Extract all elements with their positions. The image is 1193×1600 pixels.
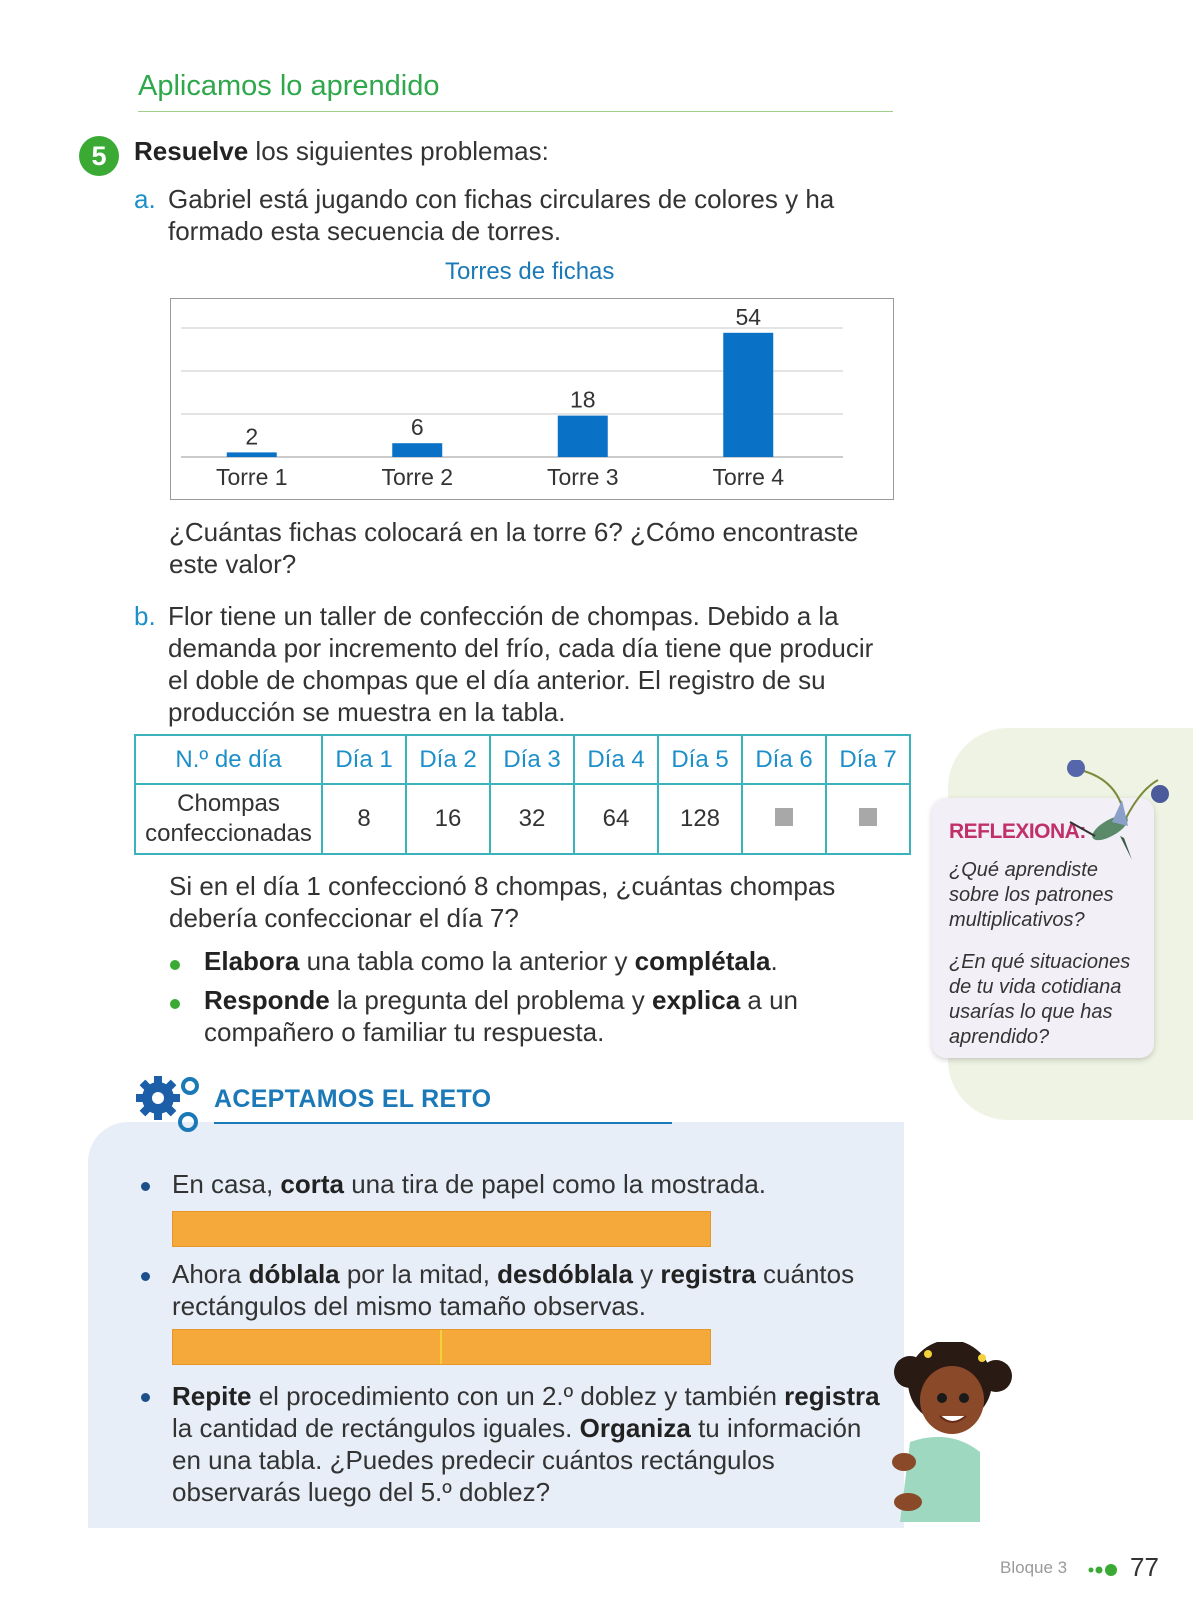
step-bold: dóblala xyxy=(248,1259,340,1289)
chart-value-label: 18 xyxy=(569,386,596,413)
page-number: 77 xyxy=(1130,1552,1159,1582)
footer-dots-icon xyxy=(1087,1563,1121,1577)
bullet-bold: Elabora xyxy=(204,946,300,976)
reto-step xyxy=(172,1168,872,1200)
production-table xyxy=(134,734,911,855)
bullet-dot-icon xyxy=(170,960,180,970)
bar-chart-svg xyxy=(171,299,893,499)
row-label-line1: Chompas xyxy=(177,790,280,817)
bullet-dot-icon xyxy=(141,1182,150,1191)
header-day: Día 6 xyxy=(742,735,826,784)
step-text: por la mitad, xyxy=(339,1259,498,1289)
item-b-question: Si en el día 1 confeccionó 8 chompas, ¿cuántas chompas debería confeccionar el día 7? xyxy=(169,871,836,933)
chart-category-label: Torre 2 xyxy=(381,464,454,490)
reto-step xyxy=(172,1258,872,1322)
reto-title: ACEPTAMOS EL RETO xyxy=(214,1085,492,1113)
step-bold: registra xyxy=(660,1259,756,1289)
reflexiona-question: ¿En qué situaciones de tu vida cotidiana usarías lo que has aprendido? xyxy=(949,951,1131,1048)
chart-value-label: 6 xyxy=(410,414,424,441)
bar-chart xyxy=(170,298,894,500)
bullet-bold: Responde xyxy=(204,985,330,1015)
table-cell: 16 xyxy=(406,784,490,854)
item-a-text: Gabriel está jugando con fichas circulares de colores y ha formado esta secuencia de torres. xyxy=(168,184,835,246)
step-text: el procedimiento con un 2.º doblez y también xyxy=(251,1381,785,1411)
bullet-bold: complétala xyxy=(634,946,771,976)
table-cell: 8 xyxy=(322,784,406,854)
chart-title: Torres de fichas xyxy=(445,258,615,285)
footer-block-label: Bloque 3 xyxy=(1000,1558,1068,1577)
chart-bar xyxy=(227,452,277,457)
section-title: Aplicamos lo aprendido xyxy=(138,70,440,102)
step-text: y xyxy=(632,1259,661,1289)
problem-intro xyxy=(134,135,549,167)
reto-step xyxy=(172,1380,892,1508)
row-label-line2: confeccionadas xyxy=(145,820,312,847)
step-bold: corta xyxy=(280,1169,344,1199)
chart-category-label: Torre 1 xyxy=(215,464,288,490)
table-cell: 128 xyxy=(658,784,742,854)
bullet-text: a un compañero o familiar tu respuesta. xyxy=(204,985,798,1047)
item-a xyxy=(134,183,874,246)
step-bold: Organiza xyxy=(579,1413,691,1443)
reflexiona-question: ¿Qué aprendiste sobre los patrones multiplicativos? xyxy=(949,859,1114,931)
header-day: Día 5 xyxy=(658,735,742,784)
unknown-square-icon xyxy=(775,808,793,826)
item-b-text: Flor tiene un taller de confección de chompas. Debido a la demanda por incremento del frío, cada día tiene que producir el doble de chompas que el día anterior. El registro de su producción se muestra en la tabla. xyxy=(168,601,874,727)
reto-divider xyxy=(214,1122,672,1124)
instruction-bullet xyxy=(204,984,854,1048)
chart-bar xyxy=(723,333,773,457)
bullet-dot-icon xyxy=(141,1393,150,1402)
bullet-text: una tabla como la anterior y xyxy=(299,946,635,976)
hummingbird-flower-icon xyxy=(1040,760,1170,870)
intro-bold: Resuelve xyxy=(134,136,249,166)
bullet-text: la pregunta del problema y xyxy=(329,985,652,1015)
chart-category-label: Torre 3 xyxy=(546,464,619,490)
header-day: Día 1 xyxy=(322,735,406,784)
bullet-dot-icon xyxy=(141,1272,150,1281)
step-text: una tira de papel como la mostrada. xyxy=(343,1169,767,1199)
section-divider xyxy=(138,111,893,112)
intro-rest: los siguientes problemas: xyxy=(248,136,549,166)
step-text: la cantidad de rectángulos iguales. xyxy=(172,1413,580,1443)
item-a-question: ¿Cuántas fichas colocará en la torre 6? ¿Cómo encontraste este valor? xyxy=(169,517,859,579)
paper-strip xyxy=(172,1211,711,1247)
table-cell-unknown xyxy=(742,784,826,854)
header-day: Día 3 xyxy=(490,735,574,784)
step-bold: registra xyxy=(784,1381,880,1411)
table-cell-unknown xyxy=(826,784,910,854)
unknown-square-icon xyxy=(859,808,877,826)
step-bold: Repite xyxy=(172,1381,252,1411)
chart-value-label: 54 xyxy=(735,303,762,330)
chart-bar xyxy=(558,416,608,457)
chart-category-label: Torre 4 xyxy=(712,464,785,490)
girl-illustration xyxy=(890,1342,1030,1522)
header-label: N.º de día xyxy=(135,735,322,784)
step-text: En casa, xyxy=(172,1169,281,1199)
fold-line xyxy=(440,1330,442,1364)
bullet-bold: explica xyxy=(652,985,741,1015)
chart-value-label: 2 xyxy=(245,423,259,450)
table-cell: 64 xyxy=(574,784,658,854)
problem-number-badge: 5 xyxy=(79,136,119,176)
table-row xyxy=(135,784,910,854)
item-b-letter: b. xyxy=(134,601,156,631)
step-bold: desdóblala xyxy=(497,1259,633,1289)
step-text: Ahora xyxy=(172,1259,249,1289)
header-day: Día 4 xyxy=(574,735,658,784)
bullet-text: . xyxy=(770,946,778,976)
reflexiona-title: REFLEXIONA: xyxy=(949,820,1086,843)
chart-bar xyxy=(392,443,442,457)
step-text: cuántos rectángulos del mismo tamaño observas. xyxy=(172,1259,855,1321)
table-header-row xyxy=(135,735,910,784)
step-text: tu información en una tabla. ¿Puedes predecir cuántos rectángulos observarás luego del 5.º doblez? xyxy=(172,1413,862,1507)
gears-icon xyxy=(134,1072,214,1142)
item-a-letter: a. xyxy=(134,184,156,214)
item-b xyxy=(134,600,894,727)
instruction-bullet xyxy=(204,945,854,977)
table-cell: 32 xyxy=(490,784,574,854)
header-day: Día 2 xyxy=(406,735,490,784)
header-day: Día 7 xyxy=(826,735,910,784)
row-label xyxy=(135,784,322,854)
bullet-dot-icon xyxy=(170,999,180,1009)
